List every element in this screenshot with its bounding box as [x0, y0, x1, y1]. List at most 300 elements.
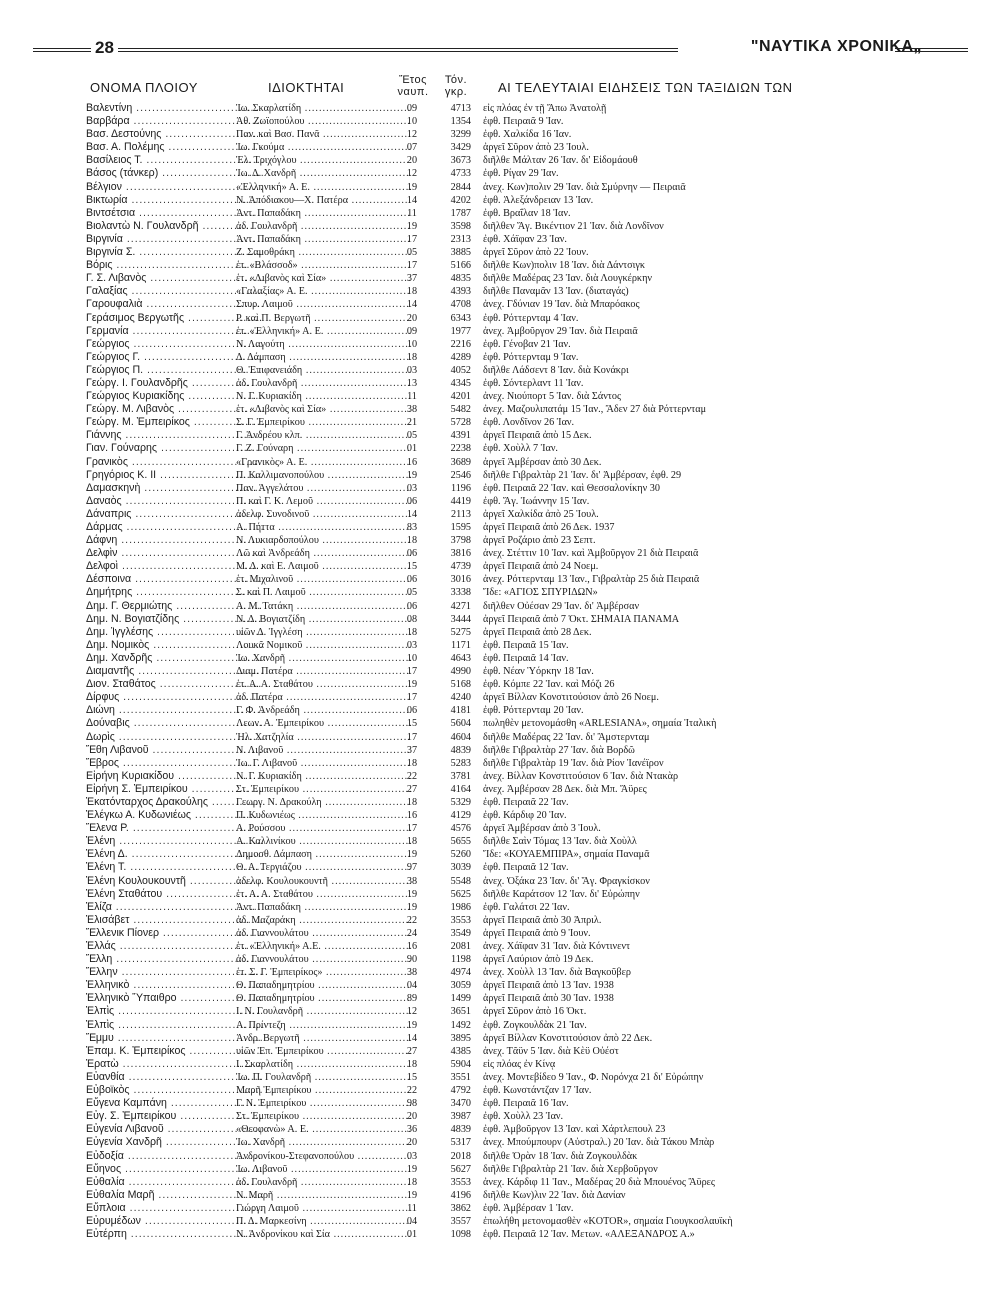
ship-row	[86, 992, 891, 1005]
year-built: 03	[406, 482, 418, 494]
ship-name: Δημ. Ἰγγλέσης .....	[86, 626, 263, 639]
latest-news: ἀνεχ. Χάϊφαν 31 Ἰαν. διὰ Κόντινεντ	[483, 941, 631, 952]
tonnage: 3059	[450, 980, 471, 992]
ship-name: Βιργινία .....	[86, 233, 263, 246]
ship-row	[86, 901, 891, 914]
owner: ἀδ. Πατέρα .....	[236, 691, 411, 704]
owner: Ἀντ. Παπαδάκη .....	[236, 207, 411, 220]
tonnage: 4393	[450, 286, 471, 298]
owner: Ἀθ. Ζωϊοπούλου .....	[236, 115, 411, 128]
owner: Ν. Λαγούτη .....	[236, 338, 411, 351]
ship-row	[86, 626, 891, 639]
ship-name: Δαμασκηνὴ .....	[86, 482, 263, 495]
ship-name: Εἰρήνη Κυριακίδου .....	[86, 770, 263, 783]
tonnage: 4990	[450, 666, 471, 678]
latest-news: ἐφθ. Ρόττερνταμ 20 Ἰαν.	[483, 705, 584, 717]
ship-row	[86, 770, 891, 783]
owner: Α. Καλλινίκου .....	[236, 835, 411, 848]
ship-name: Γαρουφαλιὰ .....	[86, 298, 263, 311]
owner: Π. Κυδωνιέως .....	[236, 809, 411, 822]
year-built: 17	[406, 666, 418, 678]
col-header-tons	[438, 74, 474, 98]
ship-name: Ἑλένη Δ. .....	[86, 848, 263, 861]
ship-row	[86, 1045, 891, 1058]
tonnage: 5655	[450, 836, 471, 848]
latest-news: ἀργεῖ Πειραιᾶ ἀπὸ 26 Δεκ. 1937	[483, 522, 615, 533]
owner: Παν. Ἀγγελάτου .....	[236, 482, 411, 495]
year-built: 18	[406, 535, 418, 547]
latest-news: ἀνεχ. Μοντεβίδεο 9 Ἰαν., Φ. Νορόνχα 21 δι' Εὐρώπην	[483, 1071, 704, 1083]
ship-name: Ἑλέγκω Α. Κυδωνιέως .....	[86, 809, 263, 822]
year-built: 12	[406, 1006, 418, 1018]
year-built: 27	[406, 783, 418, 795]
ship-name: Ἑλλάς .....	[86, 940, 263, 953]
latest-news: διῆλθε Γιβραλτὰρ 21 Ἰαν. δι' Ἀμβέρσαν, ἐφθ. 29	[483, 469, 682, 481]
year-built: 18	[406, 1176, 418, 1188]
tonnage: 3598	[450, 220, 471, 232]
owner: υἱῶν Δ. Ἰγγλέση .....	[236, 626, 411, 639]
ship-row	[86, 534, 891, 547]
owner: «Γαλαξίας» Α. Ε. .....	[236, 285, 411, 298]
year-built: 14	[406, 299, 418, 311]
ship-row	[86, 1005, 891, 1018]
latest-news: διῆλθε Παναμᾶν 13 Ἰαν. (διαταγάς)	[483, 286, 629, 298]
latest-news: ἀνεχ. Ρόττερνταμ 13 Ἰαν., Γιβραλτὰρ 25 διὰ Πειραιᾶ	[483, 574, 700, 586]
ship-name: Δημ. Ν. Βογιατζίδης .....	[86, 613, 263, 626]
tonnage: 5329	[450, 796, 471, 808]
ship-row	[86, 1058, 891, 1071]
ship-row	[86, 940, 891, 953]
ship-name: Ἕλενα Ρ. .....	[86, 822, 263, 835]
owner: «Ἑλληνική» Α. Ε. .....	[236, 181, 411, 194]
ship-row	[86, 128, 891, 141]
tonnage: 2844	[450, 181, 471, 193]
latest-news: ἐφθ. Πειραιᾶ 14 Ἰαν.	[483, 652, 569, 664]
year-built: 15	[406, 561, 418, 573]
ship-name: Ἕλλενικ Πίονερ .....	[86, 927, 263, 940]
ship-name: Γεώργ. Μ. Λιβανὸς .....	[86, 403, 263, 416]
ship-row	[86, 115, 891, 128]
latest-news: διῆλθε Γιβραλτὰρ 19 Ἰαν. διὰ Ρίον Ἰανέϊρον	[483, 757, 664, 769]
latest-news: ἀργεῖ Πειραιᾶ ἀπὸ 15 Δεκ.	[483, 430, 592, 442]
owner: Ἰω. Χανδρῆ .....	[236, 652, 411, 665]
latest-news: ἀργεῖ Πειραιᾶ ἀπὸ 30 Ἰαν. 1938	[483, 993, 614, 1005]
owner: Μαρῆ Ἐμπειρίκου .....	[236, 1084, 411, 1097]
year-built: 38	[406, 967, 418, 979]
latest-news: διῆλθε Καράτσον 12 Ἰαν. δι' Εὐρώπην	[483, 888, 640, 900]
ship-name: Εὐθαλία Μαρῆ .....	[86, 1189, 263, 1202]
latest-news: πωληθὲν μετονομάσθη «ARLESIANA», σημαία Ἰταλικὴ	[483, 718, 717, 730]
ship-row	[86, 573, 891, 586]
year-built: 19	[406, 901, 418, 913]
latest-news: ἀνεχ. Νιούπορτ 5 Ἰαν. διὰ Σάντος	[483, 391, 622, 403]
tonnage: 3673	[450, 155, 471, 167]
owner: Ἰω. Λιβανοῦ .....	[236, 1163, 411, 1176]
year-built: 12	[406, 168, 418, 180]
ship-name: Γεώργιος Κυριακίδης .....	[86, 390, 263, 403]
year-built: 20	[406, 155, 418, 167]
ship-row	[86, 521, 891, 534]
ship-row	[86, 233, 891, 246]
col-header-owner: ΙΔΙΟΚΤΗΤΑΙ	[268, 80, 345, 95]
ship-row	[86, 560, 891, 573]
latest-news: διῆλθε Μαδέρας 23 Ἰαν. διὰ Λουγκέρκην	[483, 273, 653, 285]
ship-name: Γιάννης .....	[86, 429, 263, 442]
ship-name: Βάσος (τάνκερ) .....	[86, 167, 263, 180]
ship-name: Γεράσιμος Βεργωτῆς .....	[86, 312, 263, 325]
year-built: 03	[406, 364, 418, 376]
latest-news: ἀνεχ. Κάρδιφ 11 Ἰαν., Μαδέρας 20 διὰ Μπουένος Ἄϋρες	[483, 1176, 715, 1188]
ship-row	[86, 888, 891, 901]
ship-row	[86, 508, 891, 521]
tonnage: 1492	[450, 1019, 471, 1031]
ship-name: Γ. Σ. Λιβανὸς .....	[86, 272, 263, 285]
ship-name: Γεώργιος Γ. .....	[86, 351, 263, 364]
ship-name: Ἑλένη .....	[86, 835, 263, 848]
ship-name: Ἔθη Λιβανοῦ .....	[86, 744, 263, 757]
tonnage: 2313	[450, 233, 471, 245]
year-built: 12	[406, 129, 418, 141]
ship-name: Δημ. Χανδρῆς .....	[86, 652, 263, 665]
latest-news: ἀργεῖ Σῦρον ἀπὸ 16 Ὀκτ.	[483, 1006, 587, 1018]
latest-news: ἀνεχ. Κων)πολιν 29 Ἰαν. διὰ Σμύρνην — Πειραιᾶ	[483, 181, 686, 193]
owner: Σπυρ. Λαιμοῦ .....	[236, 298, 411, 311]
ship-row	[86, 665, 891, 678]
header-rule-left	[33, 48, 91, 52]
ship-name: Γρανικὸς .....	[86, 456, 263, 469]
year-built: 83	[406, 522, 418, 533]
ship-row	[86, 1228, 891, 1241]
year-built: 18	[406, 626, 418, 638]
ship-name: Δάρμας .....	[86, 521, 263, 534]
year-built: 17	[406, 731, 418, 743]
latest-news: ἐφθ. Γαλάτσι 22 Ἰαν.	[483, 901, 570, 913]
latest-news: ἐφθ. Ρίγαν 29 Ἰαν.	[483, 168, 559, 180]
ship-name: Ἑλένη Τ. .....	[86, 861, 263, 874]
tonnage: 3338	[450, 587, 471, 599]
owner: Γ. Ν. Ἐμπειρίκου .....	[236, 1097, 411, 1110]
owner: ἑτ. «Λιβανὸς καὶ Σία» .....	[236, 272, 411, 285]
ship-row	[86, 194, 891, 207]
ship-row	[86, 1097, 891, 1110]
latest-news: ἐφθ. Πειραιᾶ 22 Ἰαν.	[483, 796, 569, 808]
owner: Ἠλ. Χατζηλία .....	[236, 731, 411, 744]
ship-row	[86, 809, 891, 822]
tonnage: 1787	[450, 207, 471, 219]
year-built: 22	[406, 1085, 418, 1097]
ship-name: Ἑλπὶς .....	[86, 1005, 263, 1018]
owner: Π. καὶ Γ. Κ. Λεμοῦ .....	[236, 495, 411, 508]
year-built: 17	[406, 260, 418, 272]
owner: Π. Δ. Μαρκεσίνη .....	[236, 1215, 411, 1228]
year-built: 24	[406, 927, 418, 939]
tonnage: 3444	[450, 613, 471, 625]
owner: Ν. Γ. Κυριακίδη .....	[236, 770, 411, 783]
ship-row	[86, 1202, 891, 1215]
year-built: 09	[406, 103, 418, 114]
latest-news: ἀργεῖ Πειραιᾶ ἀπὸ 28 Δεκ.	[483, 626, 592, 638]
owner: Α. Πρίντεζη .....	[236, 1019, 411, 1032]
year-built: 06	[406, 495, 418, 507]
latest-news: διῆλθε Γιβραλτὰρ 21 Ἰαν. διὰ Χερβοῦργον	[483, 1163, 658, 1175]
year-built: 19	[406, 679, 418, 691]
year-built: 16	[406, 941, 418, 952]
tonnage: 5548	[450, 875, 471, 887]
latest-news: ἀργεῖ Χαλκίδα ἀπὸ 25 Ἰουλ.	[483, 508, 599, 520]
tonnage: 4052	[450, 364, 471, 376]
year-built: 19	[406, 1019, 418, 1031]
latest-news: ἀργεῖ Σῦρον ἀπὸ 23 Ἰουλ.	[483, 142, 589, 154]
tonnage: 4839	[450, 744, 471, 756]
latest-news: διῆλθε Γιβραλτὰρ 27 Ἰαν. διὰ Βορδῶ	[483, 744, 635, 756]
latest-news: ἀργεῖ Βίλλαν Κονστιτούσιον ἀπὸ 22 Δεκ.	[483, 1032, 653, 1044]
owner: ἑτ. «Λιβανὸς καὶ Σία» .....	[236, 403, 411, 416]
ship-name: Γιαν. Γούναρης .....	[86, 442, 263, 455]
owner: Γιώργη Λαιμοῦ .....	[236, 1202, 411, 1215]
ship-name: Βιντσέτσια .....	[86, 207, 263, 220]
year-built: 11	[407, 391, 417, 403]
ship-row	[86, 875, 891, 888]
tonnage: 3549	[450, 927, 471, 939]
owner: ἀδελφ. Συνοδινοῦ .....	[236, 508, 411, 521]
ship-row	[86, 390, 891, 403]
year-built: 14	[406, 194, 418, 206]
ship-row	[86, 652, 891, 665]
year-built: 04	[406, 1215, 418, 1227]
owner: Θ. Α. Τεργιάζου .....	[236, 861, 411, 874]
col-header-year	[394, 74, 432, 98]
year-built: 18	[406, 757, 418, 769]
latest-news: ἐφθ. Ἅγ. Ἰωάννην 15 Ἰαν.	[483, 495, 590, 507]
ship-name: Βαρβάρα .....	[86, 115, 263, 128]
latest-news: διῆλθε Ὀρὰν 18 Ἰαν. διὰ Ζογκουλδὰκ	[483, 1150, 638, 1162]
tonnage: 1595	[450, 522, 471, 533]
tonnage: 2018	[450, 1150, 471, 1162]
owner: υἱῶν Ἐπ. Ἐμπειρίκου .....	[236, 1045, 411, 1058]
ship-row	[86, 861, 891, 874]
ship-row	[86, 744, 891, 757]
ship-name: Βασ. Α. Πολέμης .....	[86, 141, 263, 154]
ship-name: Δούναβις .....	[86, 717, 263, 730]
ship-row	[86, 181, 891, 194]
ship-name: Διαμαντῆς .....	[86, 665, 263, 678]
latest-news: ἐφθ. Ρόττερνταμ 9 Ἰαν.	[483, 351, 579, 363]
latest-news: ἀργεῖ Πειραιᾶ ἀπὸ 13 Ἰαν. 1938	[483, 980, 614, 992]
year-built: 38	[406, 404, 418, 416]
year-built: 11	[407, 1202, 417, 1214]
owner: ἑτ. Α. Α. Σταθάτου .....	[236, 678, 411, 691]
tonnage: 2546	[450, 469, 471, 481]
tonnage: 3039	[450, 862, 471, 874]
tonnage: 3895	[450, 1032, 471, 1044]
tonnage: 4733	[450, 168, 471, 180]
year-built: 21	[406, 417, 418, 429]
ship-name: Εὐδοξία .....	[86, 1150, 263, 1163]
year-built: 19	[406, 888, 418, 900]
year-built: 06	[406, 600, 418, 612]
tonnage: 4271	[450, 600, 471, 612]
ship-name: Γαλαξίας .....	[86, 285, 263, 298]
ship-name: Βαλεντίνη .....	[86, 102, 263, 115]
year-built: 19	[406, 181, 418, 193]
latest-news: ἐφθ. Ἀμβοῦργον 13 Ἰαν. καὶ Χάρτλεπουλ 23	[483, 1124, 666, 1136]
ship-name: Δελφὶν .....	[86, 547, 263, 560]
year-built: 20	[406, 1137, 418, 1149]
ship-name: Δαναὸς .....	[86, 495, 263, 508]
tonnage: 4345	[450, 377, 471, 389]
owner: Δ. Δάμπαση .....	[236, 351, 411, 364]
latest-news: διῆλθεν Ἅγ. Βικέντιον 21 Ἰαν. διὰ Λονδῖνον	[483, 220, 664, 232]
latest-news: ἀργεῖ Πειραιᾶ ἀπὸ 30 Ἀπριλ.	[483, 914, 602, 926]
tonnage: 4713	[450, 103, 471, 114]
latest-news: ἐφθ. Πειραιᾶ 12 Ἰαν.	[483, 862, 569, 874]
ship-name: Εἰρήνη Σ. Ἐμπειρίκου .....	[86, 783, 263, 796]
tonnage: 5627	[450, 1163, 471, 1175]
ship-row	[86, 757, 891, 770]
ship-name: Εὔπλοια .....	[86, 1202, 263, 1215]
header-rule-right	[895, 48, 968, 52]
ship-name: Δημ. Γ. Θερμιώτης .....	[86, 600, 263, 613]
tonnage: 3781	[450, 770, 471, 782]
owner: Λουκᾶ Νομικοῦ .....	[236, 639, 411, 652]
tonnage: 5168	[450, 679, 471, 691]
ship-name: Δίρφυς .....	[86, 691, 263, 704]
tonnage: 4974	[450, 967, 471, 979]
ship-row	[86, 469, 891, 482]
tonnage: 3299	[450, 129, 471, 141]
owner: «Γρανικὸς» Α. Ε. .....	[236, 456, 411, 469]
year-built: 19	[406, 469, 418, 481]
ship-row	[86, 1176, 891, 1189]
ship-name: Εὐθαλία .....	[86, 1176, 263, 1189]
tonnage: 6343	[450, 312, 471, 324]
year-built: 03	[406, 1150, 418, 1162]
ship-row	[86, 364, 891, 377]
ship-name: Ἐπαμ. Κ. Ἐμπειρίκος .....	[86, 1045, 263, 1058]
latest-news: ἐπωλήθη μετονομασθὲν «KOTOR», σημαία Γιουγκοσλαυϊκὴ	[483, 1215, 733, 1227]
ship-name: Βικτωρία .....	[86, 194, 263, 207]
year-built: 11	[407, 207, 417, 219]
year-built: 18	[406, 796, 418, 808]
year-built: 09	[406, 325, 418, 337]
ship-row	[86, 141, 891, 154]
tonnage: 4739	[450, 561, 471, 573]
tonnage: 4201	[450, 391, 471, 403]
tonnage: 2081	[450, 941, 471, 952]
tonnage: 4391	[450, 430, 471, 442]
ship-row	[86, 927, 891, 940]
year-built: 19	[406, 1163, 418, 1175]
owner: ἑτ. «Ἑλληνική» Α.Ε. .....	[236, 940, 411, 953]
ship-row	[86, 272, 891, 285]
year-built: 05	[406, 587, 418, 599]
year-built: 18	[406, 286, 418, 298]
col-header-tons-line1: Τόν.	[444, 74, 468, 86]
tonnage: 4792	[450, 1085, 471, 1097]
owner: Ἀντ. Παπαδάκη .....	[236, 233, 411, 246]
ship-row	[86, 953, 891, 966]
ship-row	[86, 259, 891, 272]
year-built: 97	[406, 862, 418, 874]
tonnage: 4164	[450, 783, 471, 795]
owner: Θ. Ἐπιφανειάδη .....	[236, 364, 411, 377]
tonnage: 5275	[450, 626, 471, 638]
ship-row	[86, 285, 891, 298]
owner: Ἰω. Δ. Χανδρῆ .....	[236, 167, 411, 180]
ship-row	[86, 207, 891, 220]
owner: ἑτ. Α. Α. Σταθάτου .....	[236, 888, 411, 901]
year-built: 10	[406, 338, 418, 350]
ship-row	[86, 377, 891, 390]
owner: Θ. Παπαδημητρίου .....	[236, 979, 411, 992]
year-built: 07	[406, 142, 418, 154]
owner: Ἀντ. Παπαδάκη .....	[236, 901, 411, 914]
latest-news: διῆλθε Μαδέρας 22 Ἰαν. δι' Ἄμστερνταμ	[483, 731, 650, 743]
ship-row	[86, 220, 891, 233]
tonnage: 3987	[450, 1111, 471, 1123]
latest-news: ἀργεῖ Σῦρον ἀπὸ 22 Ἰουν.	[483, 247, 589, 259]
owner: ἀδ. Γιαννουλάτου .....	[236, 927, 411, 940]
latest-news: ἐφθ. Πειραιᾶ 12 Ἰαν. Μετων. «ΑΛΕΞΑΝΔΡΟΣ Α.»	[483, 1229, 695, 1241]
year-built: 16	[406, 810, 418, 822]
latest-news: ἀνεχ. Χοὺλλ 13 Ἰαν. διὰ Βαγκοῦβερ	[483, 967, 631, 979]
year-built: 36	[406, 1124, 418, 1136]
latest-news: ἐφθ. Πειραιᾶ 9 Ἰαν.	[483, 116, 564, 128]
tonnage: 1196	[451, 482, 471, 494]
latest-news: ἀνεχ. Γδύνιαν 19 Ἰαν. διὰ Μπαρόακος	[483, 299, 640, 311]
owner: Ἀνδρ. Βεργωτῆ .....	[236, 1032, 411, 1045]
tonnage: 1354	[450, 116, 471, 128]
latest-news: ἀργεῖ Ἀμβέρσαν ἀπὸ 30 Δεκ.	[483, 456, 602, 468]
ship-name: Εὐανθία .....	[86, 1071, 263, 1084]
tonnage: 5625	[450, 888, 471, 900]
latest-news: ἐφθ. Λονδῖνον 26 Ἰαν.	[483, 417, 575, 429]
latest-news: ἐφθ. Νέαν Ὑόρκην 18 Ἰαν.	[483, 666, 594, 678]
year-built: 18	[406, 1058, 418, 1070]
owner: Γ. Φ. Ἀνδρεάδη .....	[236, 704, 411, 717]
ship-name: Ἕλλη .....	[86, 953, 263, 966]
col-header-news: ΑΙ ΤΕΛΕΥΤΑΙΑΙ ΕΙΔΗΣΕΙΣ ΤΩΝ ΤΑΞΙΔΙΩΝ ΤΩΝ	[498, 80, 793, 95]
ship-name: Δέσποινα .....	[86, 573, 263, 586]
latest-news: ἐφθ. Κάρδιφ 20 Ἰαν.	[483, 810, 567, 822]
tonnage: 4419	[450, 495, 471, 507]
tonnage: 4839	[450, 1124, 471, 1136]
owner: «Θεοφανὼ» Α. Ε. .....	[236, 1123, 411, 1136]
latest-news: εἰς πλόας ἐν Κίνᾳ	[483, 1058, 556, 1070]
year-built: 03	[406, 639, 418, 651]
tonnage: 4289	[450, 351, 471, 363]
ship-row	[86, 547, 891, 560]
owner: Ν. Λυκιαρδοπούλου .....	[236, 534, 411, 547]
owner: Στ. Ἐμπειρίκου .....	[236, 1110, 411, 1123]
latest-news: ἐφθ. Πειραιᾶ 16 Ἰαν.	[483, 1098, 569, 1110]
tonnage: 4202	[450, 194, 471, 206]
tonnage: 1098	[450, 1229, 471, 1241]
ship-name: Γεώργ. Ι. Γουλανδρῆς .....	[86, 377, 263, 390]
year-built: 14	[406, 508, 418, 520]
owner: Α. Πήττα .....	[236, 521, 411, 534]
ship-row	[86, 613, 891, 626]
ship-row	[86, 822, 891, 835]
latest-news: ἀνεχ. Μαζουλιπατάμ 15 Ἰαν., Ἄδεν 27 διὰ Ρόττερνταμ	[483, 404, 707, 416]
year-built: 01	[406, 1229, 418, 1241]
ship-row	[86, 1084, 891, 1097]
tonnage: 3689	[450, 456, 471, 468]
latest-news: ἐφθ. Κωνστάντζαν 17 Ἰαν.	[483, 1085, 592, 1097]
latest-news: διῆλθε Λάδσεντ 8 Ἰαν. διὰ Κονάκρι	[483, 364, 629, 376]
ship-name: Ἑλληνικὸ .....	[86, 979, 263, 992]
year-built: 04	[406, 980, 418, 992]
